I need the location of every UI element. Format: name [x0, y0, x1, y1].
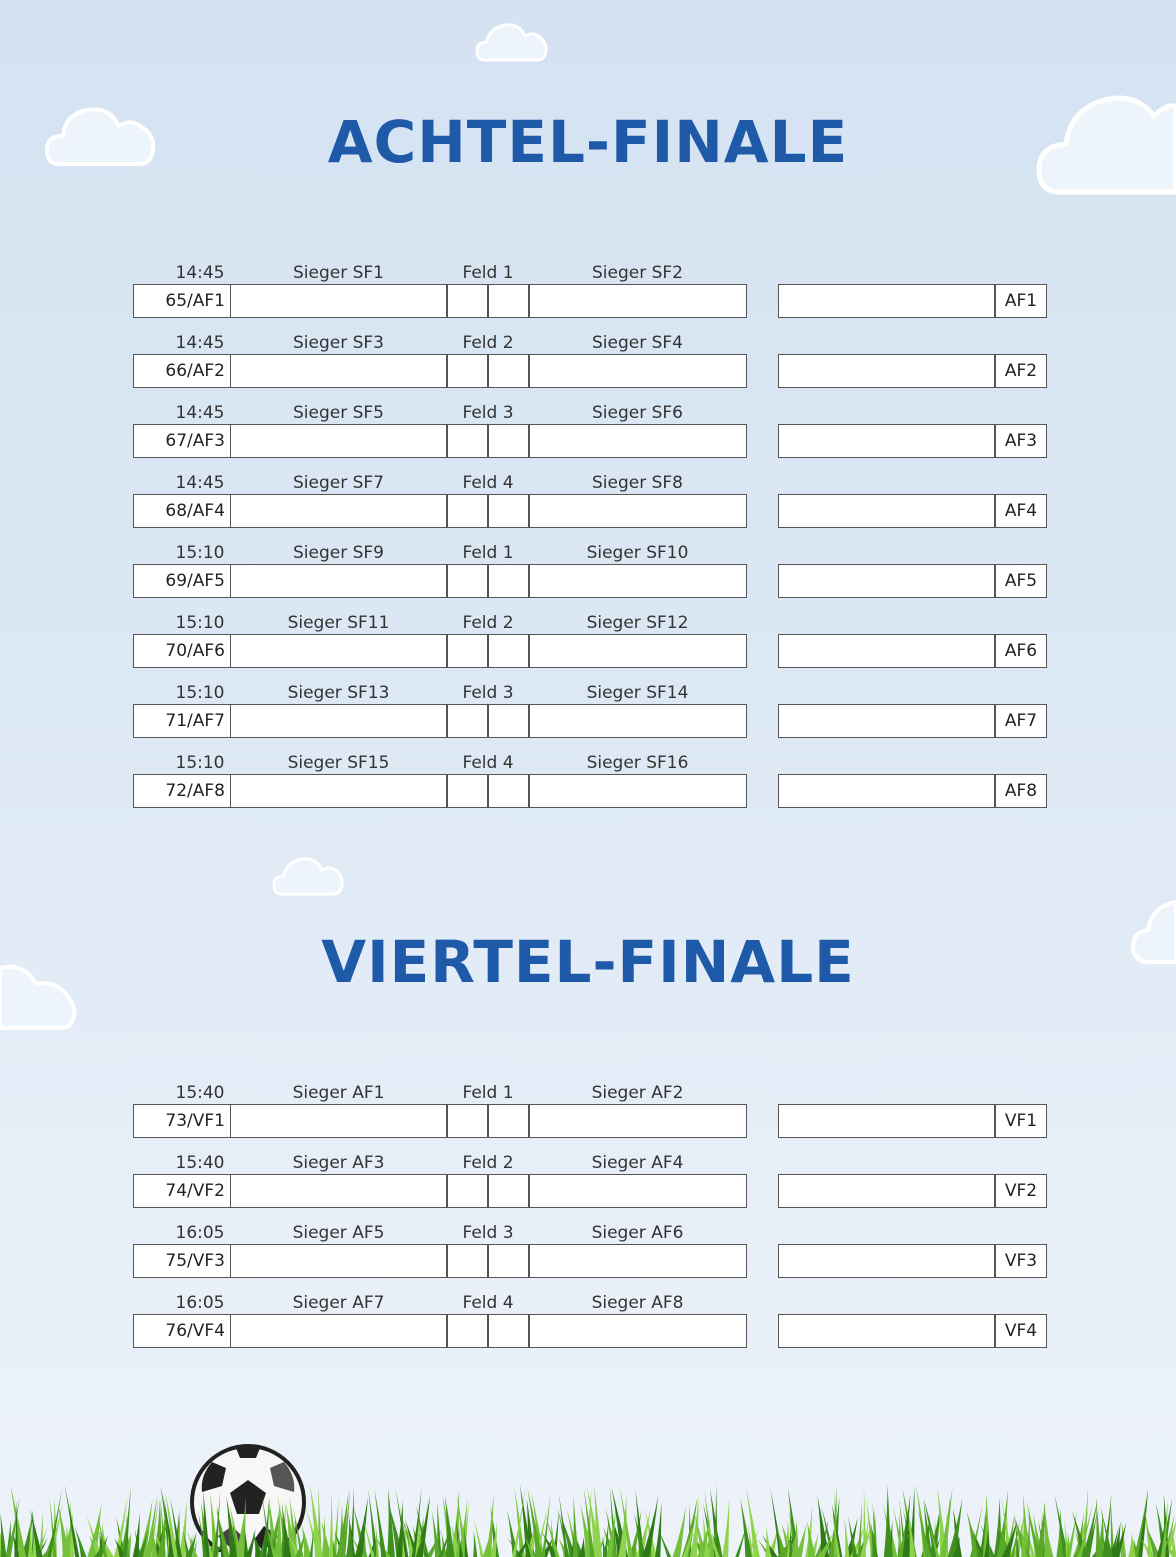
match-time: 16:05 — [175, 1293, 225, 1313]
away-team-label: Sieger SF6 — [591, 403, 683, 423]
away-score-entry[interactable] — [488, 634, 529, 668]
away-score-entry[interactable] — [488, 774, 529, 808]
match-code: VF1 — [995, 1104, 1047, 1138]
match-code: VF4 — [995, 1314, 1047, 1348]
away-score-entry[interactable] — [488, 564, 529, 598]
match-time: 16:05 — [175, 1223, 225, 1243]
home-team-label: Sieger SF5 — [292, 403, 384, 423]
winner-entry[interactable] — [778, 1104, 995, 1138]
away-team-label: Sieger AF8 — [591, 1293, 684, 1313]
away-score-entry[interactable] — [488, 1314, 529, 1348]
home-score-entry[interactable] — [447, 284, 488, 318]
away-score-entry[interactable] — [488, 1174, 529, 1208]
away-team-entry[interactable] — [529, 354, 747, 388]
home-team-label: Sieger SF15 — [287, 753, 390, 773]
match-time: 15:10 — [175, 683, 225, 703]
home-score-entry[interactable] — [447, 1314, 488, 1348]
match-time: 14:45 — [175, 333, 225, 353]
match-time: 15:10 — [175, 753, 225, 773]
home-team-label: Sieger SF7 — [292, 473, 384, 493]
field-label: Feld 4 — [462, 753, 514, 773]
achtel-finale-schedule — [0, 262, 1176, 822]
away-team-label: Sieger AF6 — [591, 1223, 684, 1243]
match-time: 15:10 — [175, 613, 225, 633]
home-team-entry[interactable] — [230, 634, 447, 668]
home-team-entry[interactable] — [230, 354, 447, 388]
match-id: 70/AF6 — [165, 641, 225, 661]
winner-entry[interactable] — [778, 1174, 995, 1208]
field-label: Feld 1 — [462, 543, 514, 563]
home-team-entry[interactable] — [230, 1104, 447, 1138]
field-label: Feld 3 — [462, 1223, 514, 1243]
away-team-entry[interactable] — [529, 494, 747, 528]
home-score-entry[interactable] — [447, 354, 488, 388]
home-score-entry[interactable] — [447, 774, 488, 808]
viertel-finale-title: VIERTEL-FINALE — [321, 928, 855, 996]
away-team-entry[interactable] — [529, 564, 747, 598]
match-row — [0, 472, 1176, 542]
home-team-entry[interactable] — [230, 564, 447, 598]
match-row — [0, 752, 1176, 822]
match-id: 76/VF4 — [165, 1321, 225, 1341]
winner-entry[interactable] — [778, 564, 995, 598]
match-row — [0, 682, 1176, 752]
match-code: VF3 — [995, 1244, 1047, 1278]
home-team-entry[interactable] — [230, 704, 447, 738]
winner-entry[interactable] — [778, 704, 995, 738]
match-id-box — [133, 564, 232, 598]
match-time: 15:40 — [175, 1083, 225, 1103]
winner-entry[interactable] — [778, 284, 995, 318]
home-team-entry[interactable] — [230, 774, 447, 808]
match-id: 75/VF3 — [165, 1251, 225, 1271]
away-score-entry[interactable] — [488, 494, 529, 528]
match-id: 71/AF7 — [165, 711, 225, 731]
match-time: 14:45 — [175, 263, 225, 283]
match-time: 15:10 — [175, 543, 225, 563]
match-id-box — [133, 1174, 232, 1208]
away-team-entry[interactable] — [529, 774, 747, 808]
match-code: AF5 — [995, 564, 1047, 598]
field-label: Feld 2 — [462, 333, 514, 353]
field-label: Feld 4 — [462, 1293, 514, 1313]
home-team-label: Sieger SF9 — [292, 543, 384, 563]
winner-entry[interactable] — [778, 494, 995, 528]
match-time: 15:40 — [175, 1153, 225, 1173]
away-team-label: Sieger AF2 — [591, 1083, 684, 1103]
match-id: 74/VF2 — [165, 1181, 225, 1201]
match-code: AF6 — [995, 634, 1047, 668]
away-team-label: Sieger SF8 — [591, 473, 683, 493]
match-id: 72/AF8 — [165, 781, 225, 801]
match-time: 14:45 — [175, 473, 225, 493]
winner-entry[interactable] — [778, 634, 995, 668]
home-score-entry[interactable] — [447, 634, 488, 668]
home-score-entry[interactable] — [447, 1244, 488, 1278]
match-row — [0, 262, 1176, 332]
home-team-label: Sieger AF7 — [292, 1293, 385, 1313]
match-row — [0, 402, 1176, 472]
away-team-entry[interactable] — [529, 1104, 747, 1138]
away-score-entry[interactable] — [488, 704, 529, 738]
field-label: Feld 2 — [462, 613, 514, 633]
away-team-entry[interactable] — [529, 1174, 747, 1208]
away-team-label: Sieger SF16 — [586, 753, 689, 773]
home-team-entry[interactable] — [230, 424, 447, 458]
match-row — [0, 1152, 1176, 1222]
match-id-box — [133, 1314, 232, 1348]
match-row — [0, 1082, 1176, 1152]
away-team-entry[interactable] — [529, 284, 747, 318]
home-score-entry[interactable] — [447, 1104, 488, 1138]
match-id-box — [133, 494, 232, 528]
home-team-label: Sieger SF11 — [287, 613, 390, 633]
match-code: AF3 — [995, 424, 1047, 458]
home-score-entry[interactable] — [447, 424, 488, 458]
match-row — [0, 1222, 1176, 1292]
field-label: Feld 2 — [462, 1153, 514, 1173]
match-id-box — [133, 704, 232, 738]
away-team-entry[interactable] — [529, 704, 747, 738]
match-time: 14:45 — [175, 403, 225, 423]
match-row — [0, 542, 1176, 612]
match-id-box — [133, 284, 232, 318]
home-team-label: Sieger AF1 — [292, 1083, 385, 1103]
match-code: VF2 — [995, 1174, 1047, 1208]
match-id: 65/AF1 — [165, 291, 225, 311]
home-team-label: Sieger AF5 — [292, 1223, 385, 1243]
viertel-finale-schedule — [0, 1082, 1176, 1362]
away-team-entry[interactable] — [529, 1314, 747, 1348]
home-team-entry[interactable] — [230, 284, 447, 318]
home-team-label: Sieger AF3 — [292, 1153, 385, 1173]
winner-entry[interactable] — [778, 1244, 995, 1278]
match-code: AF1 — [995, 284, 1047, 318]
match-id: 68/AF4 — [165, 501, 225, 521]
away-team-entry[interactable] — [529, 424, 747, 458]
away-team-label: Sieger SF4 — [591, 333, 683, 353]
match-code: AF2 — [995, 354, 1047, 388]
away-score-entry[interactable] — [488, 1104, 529, 1138]
field-label: Feld 1 — [462, 1083, 514, 1103]
away-team-label: Sieger SF14 — [586, 683, 689, 703]
match-row — [0, 1292, 1176, 1362]
away-team-label: Sieger SF2 — [591, 263, 683, 283]
home-team-entry[interactable] — [230, 1314, 447, 1348]
winner-entry[interactable] — [778, 424, 995, 458]
winner-entry[interactable] — [778, 1314, 995, 1348]
match-id: 69/AF5 — [165, 571, 225, 591]
match-row — [0, 332, 1176, 402]
match-id-box — [133, 774, 232, 808]
match-id-box — [133, 354, 232, 388]
match-code: AF8 — [995, 774, 1047, 808]
match-id: 66/AF2 — [165, 361, 225, 381]
home-team-entry[interactable] — [230, 1244, 447, 1278]
home-team-label: Sieger SF3 — [292, 333, 384, 353]
match-id-box — [133, 424, 232, 458]
away-score-entry[interactable] — [488, 354, 529, 388]
away-score-entry[interactable] — [488, 1244, 529, 1278]
away-team-label: Sieger SF12 — [586, 613, 689, 633]
match-id-box — [133, 1244, 232, 1278]
grass-icon — [0, 1477, 1176, 1557]
field-label: Feld 4 — [462, 473, 514, 493]
field-label: Feld 3 — [462, 403, 514, 423]
match-id-box — [133, 1104, 232, 1138]
away-team-label: Sieger SF10 — [586, 543, 689, 563]
winner-entry[interactable] — [778, 354, 995, 388]
home-score-entry[interactable] — [447, 494, 488, 528]
home-team-entry[interactable] — [230, 1174, 447, 1208]
match-id-box — [133, 634, 232, 668]
away-team-entry[interactable] — [529, 634, 747, 668]
home-team-label: Sieger SF1 — [292, 263, 384, 283]
away-team-label: Sieger AF4 — [591, 1153, 684, 1173]
winner-entry[interactable] — [778, 774, 995, 808]
cloud-icon — [475, 18, 549, 64]
match-code: AF7 — [995, 704, 1047, 738]
away-score-entry[interactable] — [488, 424, 529, 458]
match-id: 73/VF1 — [165, 1111, 225, 1131]
home-team-label: Sieger SF13 — [287, 683, 390, 703]
match-id: 67/AF3 — [165, 431, 225, 451]
match-row — [0, 612, 1176, 682]
home-score-entry[interactable] — [447, 704, 488, 738]
field-label: Feld 1 — [462, 263, 514, 283]
cloud-icon — [272, 852, 344, 898]
away-score-entry[interactable] — [488, 284, 529, 318]
home-score-entry[interactable] — [447, 564, 488, 598]
achtel-finale-title: ACHTEL-FINALE — [327, 108, 849, 176]
match-code: AF4 — [995, 494, 1047, 528]
away-team-entry[interactable] — [529, 1244, 747, 1278]
home-score-entry[interactable] — [447, 1174, 488, 1208]
home-team-entry[interactable] — [230, 494, 447, 528]
field-label: Feld 3 — [462, 683, 514, 703]
